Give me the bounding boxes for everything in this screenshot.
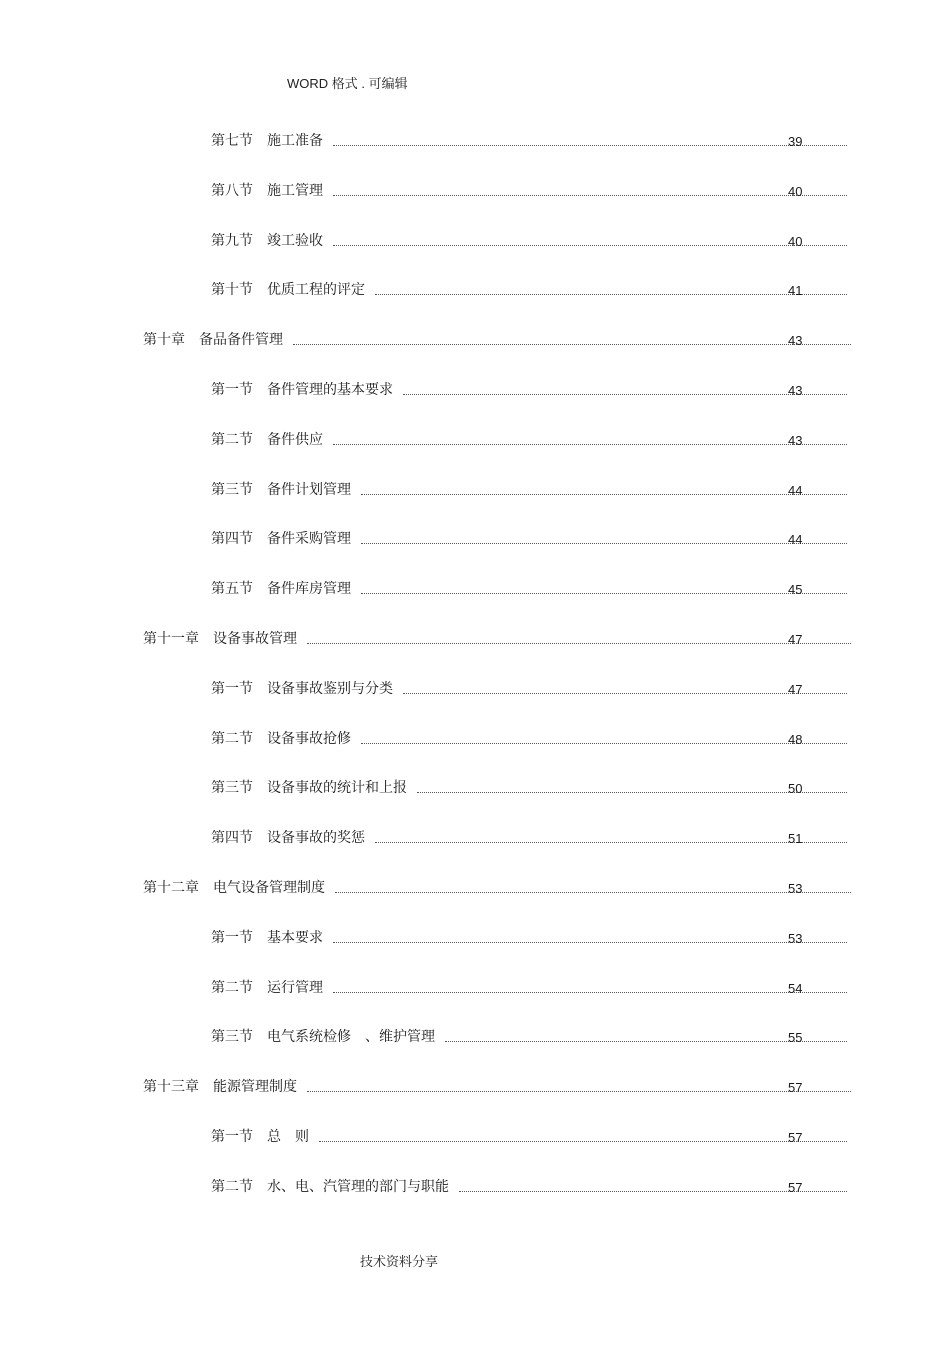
toc-chapter-entry[interactable] bbox=[143, 1076, 851, 1096]
toc-entry-number: 第十一章 bbox=[143, 631, 199, 647]
toc-entry-title: 设备事故的奖惩 bbox=[267, 830, 365, 846]
toc-entry-title: 运行管理 bbox=[267, 980, 323, 996]
toc-entry-number: 第一节 bbox=[211, 681, 253, 697]
toc-page-number: 43 bbox=[788, 333, 803, 348]
toc-dot-leader bbox=[333, 941, 847, 943]
toc-entry-title: 能源管理制度 bbox=[213, 1079, 297, 1095]
toc-section-entry[interactable] bbox=[211, 230, 847, 250]
toc-dot-leader bbox=[375, 293, 847, 295]
toc-entry-title: 备品备件管理 bbox=[199, 332, 283, 348]
toc-dot-leader bbox=[333, 194, 847, 196]
toc-dot-leader bbox=[417, 791, 847, 793]
toc-entry-number: 第一节 bbox=[211, 1129, 253, 1145]
toc-dot-leader bbox=[333, 991, 847, 993]
toc-page-number: 54 bbox=[788, 981, 803, 996]
toc-entry-title: 备件库房管理 bbox=[267, 581, 351, 597]
toc-entry-title: 备件采购管理 bbox=[267, 531, 351, 547]
toc-dot-leader bbox=[375, 841, 847, 843]
toc-page-number: 45 bbox=[788, 582, 803, 597]
toc-page-number: 47 bbox=[788, 632, 803, 647]
toc-entry-number: 第九节 bbox=[211, 233, 253, 249]
toc-entry-title: 备件管理的基本要求 bbox=[267, 382, 393, 398]
toc-section-entry[interactable] bbox=[211, 1126, 847, 1146]
toc-entry-number: 第二节 bbox=[211, 1179, 253, 1195]
toc-entry-number: 第五节 bbox=[211, 581, 253, 597]
toc-entry-title: 水、电、汽管理的部门与职能 bbox=[267, 1179, 449, 1195]
toc-page-number: 39 bbox=[788, 134, 803, 149]
toc-dot-leader bbox=[361, 592, 847, 594]
toc-entry-number: 第三节 bbox=[211, 1029, 253, 1045]
toc-entry-title: 备件供应 bbox=[267, 432, 323, 448]
toc-section-entry[interactable] bbox=[211, 927, 847, 947]
toc-page-number: 48 bbox=[788, 732, 803, 747]
toc-section-entry[interactable] bbox=[211, 678, 847, 698]
toc-entry-title: 总 则 bbox=[267, 1129, 309, 1145]
toc-dot-leader bbox=[293, 343, 851, 345]
toc-entry-number: 第十三章 bbox=[143, 1079, 199, 1095]
toc-page-number: 51 bbox=[788, 831, 803, 846]
toc-section-entry[interactable] bbox=[211, 130, 847, 150]
toc-dot-leader bbox=[403, 393, 847, 395]
toc-entry-number: 第三节 bbox=[211, 482, 253, 498]
toc-dot-leader bbox=[333, 443, 847, 445]
toc-section-entry[interactable] bbox=[211, 379, 847, 399]
toc-entry-number: 第十二章 bbox=[143, 880, 199, 896]
toc-dot-leader bbox=[333, 144, 847, 146]
toc-page-number: 41 bbox=[788, 283, 803, 298]
toc-page-number: 44 bbox=[788, 532, 803, 547]
toc-page-number: 53 bbox=[788, 881, 803, 896]
toc-dot-leader bbox=[335, 891, 851, 893]
toc-section-entry[interactable] bbox=[211, 180, 847, 200]
toc-entry-title: 施工准备 bbox=[267, 133, 323, 149]
toc-section-entry[interactable] bbox=[211, 777, 847, 797]
toc-dot-leader bbox=[403, 692, 847, 694]
toc-entry-number: 第一节 bbox=[211, 382, 253, 398]
toc-entry-number: 第二节 bbox=[211, 432, 253, 448]
toc-page-number: 50 bbox=[788, 781, 803, 796]
toc-page-number: 57 bbox=[788, 1130, 803, 1145]
toc-entry-number: 第一节 bbox=[211, 930, 253, 946]
toc-section-entry[interactable] bbox=[211, 578, 847, 598]
toc-dot-leader bbox=[445, 1040, 847, 1042]
toc-section-entry[interactable] bbox=[211, 728, 847, 748]
toc-dot-leader bbox=[319, 1140, 847, 1142]
toc-entry-title: 电气系统检修 、维护管理 bbox=[267, 1029, 435, 1045]
toc-entry-number: 第二节 bbox=[211, 980, 253, 996]
toc-entry-title: 设备事故鉴别与分类 bbox=[267, 681, 393, 697]
toc-page-number: 57 bbox=[788, 1180, 803, 1195]
toc-dot-leader bbox=[307, 1090, 851, 1092]
toc-entry-title: 设备事故管理 bbox=[213, 631, 297, 647]
page-footer: 技术资料分享 bbox=[360, 1255, 439, 1270]
toc-page-number: 40 bbox=[788, 234, 803, 249]
toc-section-entry[interactable] bbox=[211, 977, 847, 997]
toc-entry-number: 第四节 bbox=[211, 531, 253, 547]
toc-entry-number: 第十章 bbox=[143, 332, 185, 348]
toc-section-entry[interactable] bbox=[211, 528, 847, 548]
toc-page-number: 53 bbox=[788, 931, 803, 946]
toc-page-number: 57 bbox=[788, 1080, 803, 1095]
toc-dot-leader bbox=[333, 244, 847, 246]
toc-entry-number: 第八节 bbox=[211, 183, 253, 199]
toc-dot-leader bbox=[361, 542, 847, 544]
toc-dot-leader bbox=[361, 493, 847, 495]
toc-section-entry[interactable] bbox=[211, 1026, 847, 1046]
toc-chapter-entry[interactable] bbox=[143, 329, 851, 349]
toc-entry-number: 第三节 bbox=[211, 780, 253, 796]
toc-page-number: 44 bbox=[788, 483, 803, 498]
toc-entry-title: 施工管理 bbox=[267, 183, 323, 199]
toc-section-entry[interactable] bbox=[211, 827, 847, 847]
toc-page-number: 47 bbox=[788, 682, 803, 697]
toc-page-number: 40 bbox=[788, 184, 803, 199]
toc-chapter-entry[interactable] bbox=[143, 877, 851, 897]
toc-entry-title: 电气设备管理制度 bbox=[213, 880, 325, 896]
toc-entry-number: 第七节 bbox=[211, 133, 253, 149]
toc-entry-title: 优质工程的评定 bbox=[267, 282, 365, 298]
toc-entry-number: 第十节 bbox=[211, 282, 253, 298]
toc-entry-title: 设备事故的统计和上报 bbox=[267, 780, 407, 796]
toc-dot-leader bbox=[307, 642, 851, 644]
toc-chapter-entry[interactable] bbox=[143, 628, 851, 648]
toc-entry-title: 竣工验收 bbox=[267, 233, 323, 249]
toc-entry-title: 基本要求 bbox=[267, 930, 323, 946]
toc-section-entry[interactable] bbox=[211, 279, 847, 299]
toc-entry-title: 备件计划管理 bbox=[267, 482, 351, 498]
toc-page-number: 43 bbox=[788, 433, 803, 448]
toc-section-entry[interactable] bbox=[211, 479, 847, 499]
page-header: WORD 格式 . 可编辑 bbox=[287, 76, 408, 91]
toc-entry-number: 第二节 bbox=[211, 731, 253, 747]
toc-section-entry[interactable] bbox=[211, 1176, 847, 1196]
toc-entry-number: 第四节 bbox=[211, 830, 253, 846]
toc-page-number: 43 bbox=[788, 383, 803, 398]
toc-page-number: 55 bbox=[788, 1030, 803, 1045]
toc-section-entry[interactable] bbox=[211, 429, 847, 449]
toc-entry-title: 设备事故抢修 bbox=[267, 731, 351, 747]
toc-dot-leader bbox=[361, 742, 847, 744]
